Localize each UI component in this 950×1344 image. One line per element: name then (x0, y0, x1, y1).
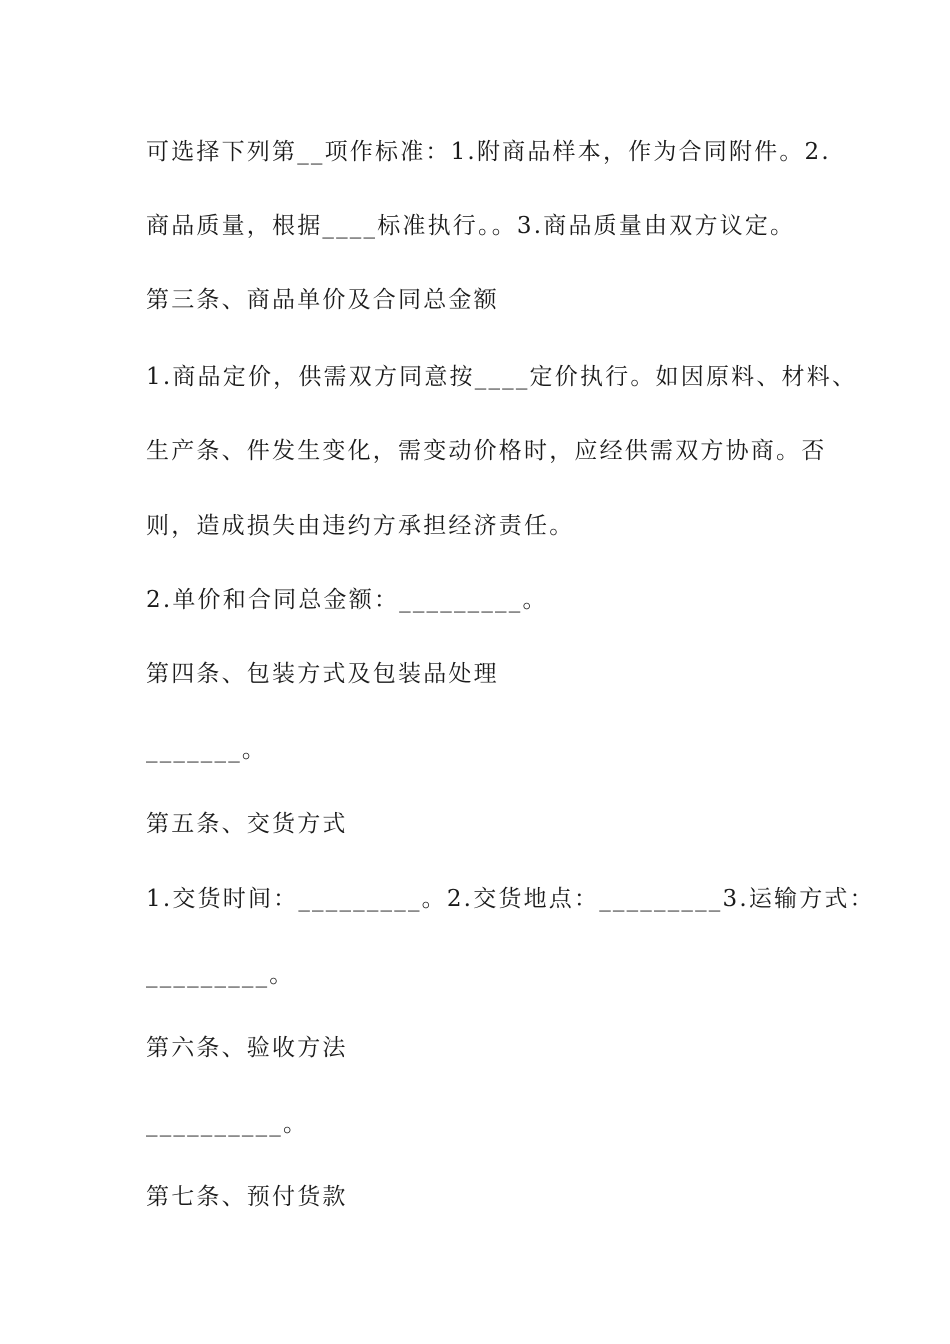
paragraph-delivery-details: 1.交货时间：_________。2.交货地点：_________3.运输方式： (146, 886, 875, 912)
blank-packaging: _______。 (146, 737, 268, 763)
heading-article-three: 第三条、商品单价及合同总金额 (146, 287, 499, 313)
paragraph-total-amount: 2.单价和合同总金额：_________。 (146, 587, 548, 613)
heading-article-four: 第四条、包装方式及包装品处理 (146, 661, 499, 687)
blank-transport-method: _________。 (146, 962, 295, 988)
heading-article-seven: 第七条、预付货款 (146, 1184, 348, 1210)
paragraph-pricing-continued: 生产条、件发生变化，需变动价格时，应经供需双方协商。否 (146, 438, 827, 464)
paragraph-pricing: 1.商品定价，供需双方同意按____定价执行。如因原料、材料、 (146, 364, 858, 390)
heading-article-five: 第五条、交货方式 (146, 811, 348, 837)
paragraph-quality-standard-options: 可选择下列第__项作标准：1.附商品样本，作为合同附件。2. (146, 139, 831, 165)
heading-article-six: 第六条、验收方法 (146, 1035, 348, 1061)
blank-inspection-method: __________。 (146, 1111, 309, 1137)
paragraph-quality-standard-continued: 商品质量，根据____标准执行。。3.商品质量由双方议定。 (146, 213, 796, 239)
paragraph-pricing-liability: 则，造成损失由违约方承担经济责任。 (146, 513, 575, 539)
